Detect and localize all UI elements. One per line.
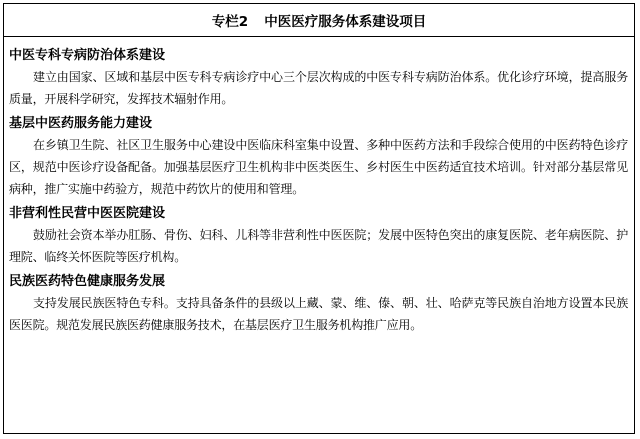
column-label: 专栏2 (211, 14, 249, 30)
section-body-specialty: 建立由国家、区域和基层中医专科专病诊疗中心三个层次构成的中医专科专病防治体系。优化诊疗环境，提高服务质量，开展科学研究，发挥技术辐射作用。 (9, 70, 628, 106)
section-heading-specialty: 中医专科专病防治体系建设 (9, 48, 166, 63)
column-content (4, 37, 634, 336)
section-heading-grassroots: 基层中医药服务能力建设 (9, 116, 153, 131)
column-title-text: 中医医疗服务体系建设项目 (264, 14, 427, 30)
section-heading-ethnic-medicine: 民族医药特色健康服务发展 (9, 274, 166, 289)
section-body-private-hospital: 鼓励社会资本举办肛肠、骨伤、妇科、儿科等非营利性中医医院；发展中医特色突出的康复医院、老年病医院、护理院、临终关怀医院等医疗机构。 (9, 228, 628, 264)
column-title (4, 4, 634, 37)
column-box (3, 3, 635, 434)
section-body-ethnic-medicine: 支持发展民族医特色专科。支持具备条件的县级以上藏、蒙、维、傣、朝、壮、哈萨克等民族自治地方设置本民族医医院。规范发展民族医药健康服务技术，在基层医疗卫生服务机构推广应用。 (9, 296, 628, 332)
section-body-grassroots: 在乡镇卫生院、社区卫生服务中心建设中医临床科室集中设置、多种中医药方法和手段综合使用的中医药特色诊疗区，规范中医诊疗设备配备。加强基层医疗卫生机构非中医类医生、乡村医生中医药适宜技术培训。针对部分基层常见病种，推广实施中药验方，规范中药饮片的使用和管理。 (9, 138, 628, 196)
section-heading-private-hospital: 非营利性民营中医医院建设 (9, 206, 166, 221)
